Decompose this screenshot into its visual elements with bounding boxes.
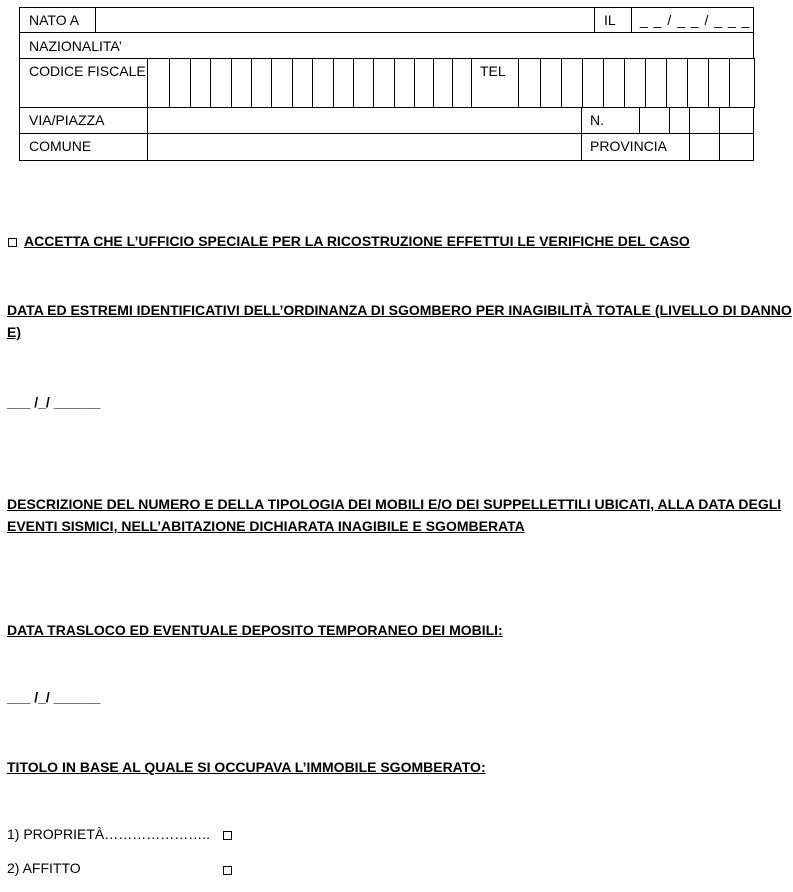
provincia-box-2[interactable] bbox=[719, 133, 754, 161]
codice-fiscale-box-2[interactable] bbox=[169, 58, 191, 108]
cell-tel-label bbox=[471, 58, 519, 108]
descrizione-heading-line1: DESCRIZIONE DEL NUMERO E DELLA TIPOLOGIA DEI MOBILI E/O DEI SUPPELLETTILI UBICATI, ALLA DATA DEGLI bbox=[7, 496, 782, 512]
option-affitto-checkbox[interactable] bbox=[223, 866, 232, 875]
codice-fiscale-box-3[interactable] bbox=[190, 58, 211, 108]
via-piazza-label: VIA/PIAZZA bbox=[29, 112, 105, 128]
codice-fiscale-box-5[interactable] bbox=[231, 58, 252, 108]
tel-box-10[interactable] bbox=[708, 58, 730, 108]
provincia-label: PROVINCIA bbox=[590, 138, 668, 154]
tel-box-8[interactable] bbox=[666, 58, 688, 108]
descrizione-heading-line2: EVENTI SISMICI, NELL’ABITAZIONE DICHIARATA INAGIBILE E SGOMBERATA bbox=[7, 518, 525, 534]
birth-date-field[interactable] bbox=[631, 7, 754, 33]
codice-fiscale-box-4[interactable] bbox=[210, 58, 232, 108]
nazionalita-field[interactable] bbox=[19, 32, 754, 59]
il-label: IL bbox=[604, 12, 616, 28]
row-via-piazza bbox=[19, 107, 754, 134]
codice-fiscale-box-10[interactable] bbox=[333, 58, 354, 108]
accetta-checkbox[interactable] bbox=[8, 238, 17, 247]
trasloco-date-field[interactable]: ___ /_/ ______ bbox=[7, 689, 101, 705]
option-proprieta-label: 1) PROPRIETÀ………………….. bbox=[7, 826, 211, 842]
cell-via-piazza-label bbox=[19, 107, 148, 134]
row-comune bbox=[19, 133, 754, 161]
cell-nato-a-label bbox=[19, 7, 96, 33]
codice-fiscale-box-11[interactable] bbox=[353, 58, 374, 108]
tel-box-4[interactable] bbox=[582, 58, 604, 108]
ordinanza-heading-line1: DATA ED ESTREMI IDENTIFICATIVI DELL’ORDINANZA DI SGOMBERO PER INAGIBILITÀ TOTALE (LIVELLO DI DANNO bbox=[7, 302, 792, 318]
codice-fiscale-box-16[interactable] bbox=[452, 58, 472, 108]
tel-box-3[interactable] bbox=[561, 58, 583, 108]
codice-fiscale-box-7[interactable] bbox=[271, 58, 293, 108]
tel-box-11[interactable] bbox=[729, 58, 755, 108]
numero-box-2[interactable] bbox=[669, 107, 690, 134]
tel-box-2[interactable] bbox=[540, 58, 562, 108]
via-piazza-field[interactable] bbox=[147, 107, 582, 134]
cell-codice-fiscale-label bbox=[19, 58, 148, 108]
numero-label: N. bbox=[590, 112, 604, 128]
row-codice-fiscale bbox=[19, 58, 754, 108]
numero-box-4[interactable] bbox=[719, 107, 754, 134]
codice-fiscale-box-14[interactable] bbox=[414, 58, 434, 108]
provincia-box-1[interactable] bbox=[689, 133, 720, 161]
codice-fiscale-box-6[interactable] bbox=[251, 58, 272, 108]
numero-box-3[interactable] bbox=[689, 107, 720, 134]
cell-provincia-label bbox=[581, 133, 690, 161]
tel-label: TEL bbox=[480, 63, 506, 79]
trasloco-heading: DATA TRASLOCO ED EVENTUALE DEPOSITO TEMPORANEO DEI MOBILI: bbox=[7, 622, 503, 638]
titolo-heading: TITOLO IN BASE AL QUALE SI OCCUPAVA L’IMMOBILE SGOMBERATO: bbox=[7, 759, 486, 775]
codice-fiscale-box-15[interactable] bbox=[433, 58, 453, 108]
cell-comune-label bbox=[19, 133, 148, 161]
nato-a-label: NATO A bbox=[29, 12, 80, 28]
comune-field[interactable] bbox=[147, 133, 582, 161]
codice-fiscale-box-8[interactable] bbox=[292, 58, 313, 108]
option-proprieta-checkbox[interactable] bbox=[223, 831, 232, 840]
nazionalita-label: NAZIONALITA’ bbox=[29, 38, 122, 54]
tel-box-1[interactable] bbox=[518, 58, 541, 108]
tel-box-7[interactable] bbox=[645, 58, 667, 108]
comune-label: COMUNE bbox=[29, 138, 92, 154]
ordinanza-heading-line2: E) bbox=[7, 324, 21, 340]
cell-numero-label bbox=[581, 107, 640, 134]
codice-fiscale-box-13[interactable] bbox=[394, 58, 415, 108]
tel-box-6[interactable] bbox=[624, 58, 646, 108]
row-nazionalita bbox=[19, 32, 754, 59]
accetta-statement: ACCETTA CHE L’UFFICIO SPECIALE PER LA RICOSTRUZIONE EFFETTUI LE VERIFICHE DEL CASO bbox=[24, 233, 690, 249]
tel-box-5[interactable] bbox=[603, 58, 625, 108]
cell-il-label bbox=[594, 7, 632, 33]
numero-box-1[interactable] bbox=[639, 107, 670, 134]
birth-date-blank: _ _ / _ _ / _ _ _ bbox=[640, 12, 751, 28]
tel-box-9[interactable] bbox=[687, 58, 709, 108]
option-affitto-label: 2) AFFITTO bbox=[7, 860, 81, 876]
codice-fiscale-box-12[interactable] bbox=[373, 58, 395, 108]
nato-a-field[interactable] bbox=[95, 7, 595, 33]
codice-fiscale-box-1[interactable] bbox=[147, 58, 170, 108]
row-nato-a bbox=[19, 7, 754, 33]
codice-fiscale-label: CODICE FISCALE bbox=[29, 63, 146, 79]
ordinanza-date-field[interactable]: ___ /_/ ______ bbox=[7, 394, 101, 410]
codice-fiscale-box-9[interactable] bbox=[312, 58, 334, 108]
